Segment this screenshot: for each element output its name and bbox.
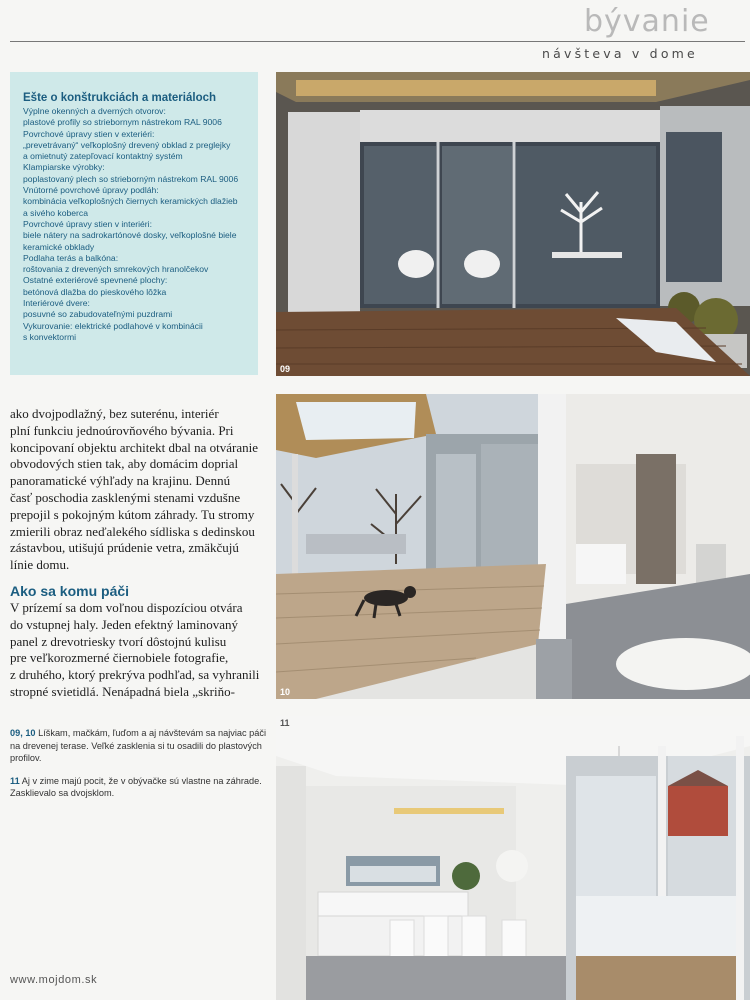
header-rule [10,41,745,42]
caption-number: 11 [10,775,20,786]
article-line: panel z drevotriesky tvorí dôstojnú kulisu [10,633,227,649]
article-line: línie domu. [10,557,70,573]
caption-number: 09, 10 [10,728,36,738]
section-title: bývanie [584,4,710,39]
article-line: ako dvojpodlažný, bez suterénu, interiér [10,406,219,421]
photo-exterior-terrace [276,72,750,376]
spec-box [10,72,258,375]
photo-terrace-cat [276,394,750,699]
spec-line: Povrchové úpravy stien v interiéri: [23,218,152,229]
article-line: panoramatické výhľady na krajinu. Dennú [10,473,231,489]
spec-line: posuvné so zabudovateľnými puzdrami [23,309,173,320]
caption-text: Zasklievalo sa dvojsklom. [10,788,115,798]
spec-line: a sivého koberca [23,207,88,218]
article-subheading: Ako sa komu páči [10,583,130,599]
spec-list [23,106,248,343]
photo-number: 09 [280,364,291,374]
article-line: časť poschodia zasklenými stenami vzdušne [10,489,241,505]
caption-text: na drevenej terase. Veľké zasklenia si tu osadili do plastových [10,740,262,751]
spec-line: „prevetrávaný“ veľkoplošný drevený obklad z preglejky [23,139,231,150]
spec-line: poplastovaný plech so strieborným nástrekom RAL 9006 [23,173,239,184]
article-line: koncipovaní objektu architekt dbal na otváranie [10,439,258,455]
article-line: pre veľkorozmerné čiernobiele fotografie, [10,650,229,666]
spec-line: Ostatné exteriérové spevnené plochy: [23,275,168,286]
article-paragraph-2 [10,600,260,701]
spec-line: plastové profily so striebornym nástrekom RAL 9006 [23,117,222,128]
article-line: obvodových stien tak, aby domácim doprial [10,456,239,472]
spec-line: s konvektormi [23,331,77,342]
article-line: zástavbou, utišujú prúdenie vetra, zmäkčujú [10,540,239,556]
spec-line: Povrchové úpravy stien v exteriéri: [23,128,155,139]
photo-living-room [276,716,750,1000]
article-line: stropné svietidlá. Nenápadná biela „skriňo- [10,683,235,699]
spec-line: Interiérové dvere: [23,298,90,309]
spec-line: Vnútorné povrchové úpravy podláh: [23,185,159,196]
spec-line: betónová dlažba do pieskového lôžka [23,286,167,297]
caption-text: Aj v zime majú pocit, že v obývačke sú vlastne na záhrade. [19,775,262,786]
spec-line: kombinácia veľkoplošných čiernych keramických dlažieb [23,196,238,207]
article-line: zmierili obraz neďalekého sídliska s dedinskou [10,523,255,539]
caption-11 [10,775,268,800]
article-paragraph-1 [10,406,260,574]
photo-number: 10 [280,687,291,697]
caption-text: Líškam, mačkám, ľuďom a aj návštevám sa najviac páči [35,728,266,738]
article-line: prepojil s pokojným kútom záhrady. Tu stromy [10,506,255,522]
caption-text: profilov. [10,753,42,763]
article-line: V prízemí sa dom voľnou dispozíciou otvára [10,600,243,615]
spec-line: a omietnutý zatepľovací kontaktný systém [23,151,183,162]
spec-line: Vykurovanie: elektrické podlahové v kombinácii [23,320,203,331]
photo-number: 11 [280,718,290,728]
article-line: z druhého, ktorý prekrýva podhľad, sa vyhranili [10,667,260,683]
photo-captions [10,727,268,810]
article-line: do vstupnej haly. Jeden efektný laminovaný [10,616,239,632]
spec-line: Výplne okenných a dverných otvorov: [23,106,166,116]
spec-line: keramické obklady [23,241,95,252]
spec-line: Podlaha terás a balkóna: [23,252,119,263]
spec-line: roštovania z drevených smrekových hranolčekov [23,264,209,275]
article-line: plní funkciu jednoúrovňového bývania. Pri [10,422,234,438]
caption-09-10 [10,727,268,765]
spec-line: Klampiarske výrobky: [23,162,105,173]
spec-box-title: Ešte o konštrukciách a materiáloch [23,92,217,104]
spec-line: biele nátery na sadrokartónové dosky, veľkoplošné biele [23,230,237,241]
footer-url: www.mojdom.sk [10,974,98,986]
section-subtitle: návšteva v dome [542,46,698,61]
